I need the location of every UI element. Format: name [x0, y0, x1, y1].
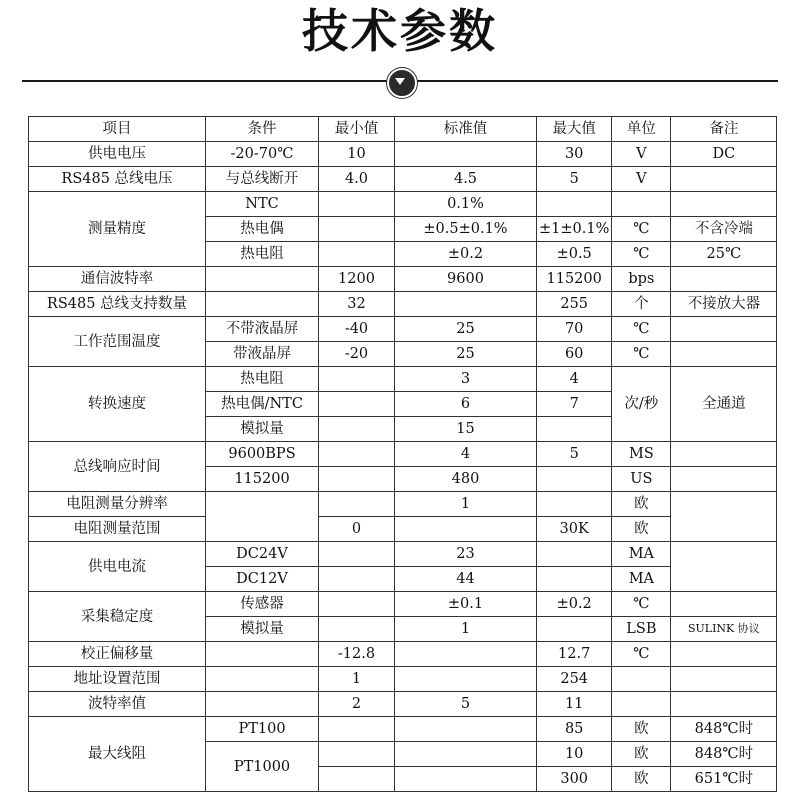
table-row — [29, 167, 777, 192]
cell-typ — [395, 292, 537, 317]
cell-unit: V — [612, 142, 671, 167]
header-max: 最大值 — [537, 117, 612, 142]
cell-item: 波特率值 — [29, 692, 206, 717]
cell-unit: MA — [612, 542, 671, 567]
cell-max — [537, 542, 612, 567]
cell-item: RS485 总线支持数量 — [29, 292, 206, 317]
cell-typ — [395, 142, 537, 167]
cell-unit: 欧 — [612, 492, 671, 517]
cell-min: -12.8 — [319, 642, 395, 667]
cell-typ: 0.1% — [395, 192, 537, 217]
cell-typ — [395, 517, 537, 542]
cell-condition: 115200 — [206, 467, 319, 492]
cell-item: 校正偏移量 — [29, 642, 206, 667]
cell-note — [671, 642, 777, 667]
cell-note — [671, 692, 777, 717]
cell-max — [537, 417, 612, 442]
cell-min — [319, 717, 395, 742]
cell-min — [319, 542, 395, 567]
cell-typ: 25 — [395, 342, 537, 367]
cell-note — [671, 342, 777, 367]
cell-unit: 欧 — [612, 767, 671, 792]
cell-item: 供电电流 — [29, 542, 206, 592]
cell-condition: 热电偶 — [206, 217, 319, 242]
cell-note — [671, 542, 777, 592]
cell-condition: PT100 — [206, 717, 319, 742]
cell-max: 255 — [537, 292, 612, 317]
cell-condition — [206, 642, 319, 667]
cell-max: 4 — [537, 367, 612, 392]
cell-typ: 4 — [395, 442, 537, 467]
cell-note: DC — [671, 142, 777, 167]
table-row — [29, 142, 777, 167]
cell-condition — [206, 667, 319, 692]
cell-max — [537, 492, 612, 517]
cell-min: -40 — [319, 317, 395, 342]
cell-condition: 热电偶/NTC — [206, 392, 319, 417]
header-min: 最小值 — [319, 117, 395, 142]
cell-unit — [612, 667, 671, 692]
header-note: 备注 — [671, 117, 777, 142]
cell-max: ±0.2 — [537, 592, 612, 617]
cell-max: ±0.5 — [537, 242, 612, 267]
cell-typ: 25 — [395, 317, 537, 342]
cell-min — [319, 442, 395, 467]
cell-min: 1200 — [319, 267, 395, 292]
cell-unit: ℃ — [612, 642, 671, 667]
cell-typ: 44 — [395, 567, 537, 592]
cell-typ: 4.5 — [395, 167, 537, 192]
cell-note: 848℃时 — [671, 742, 777, 767]
cell-condition: -20-70℃ — [206, 142, 319, 167]
table-row — [29, 367, 777, 392]
cell-condition: 模拟量 — [206, 417, 319, 442]
cell-item: 采集稳定度 — [29, 592, 206, 642]
cell-typ — [395, 717, 537, 742]
cell-item: 通信波特率 — [29, 267, 206, 292]
cell-item: 供电电压 — [29, 142, 206, 167]
cell-typ: ±0.2 — [395, 242, 537, 267]
cell-unit — [612, 192, 671, 217]
cell-typ: 3 — [395, 367, 537, 392]
cell-unit: 次/秒 — [612, 367, 671, 442]
cell-max — [537, 467, 612, 492]
cell-note — [671, 492, 777, 542]
cell-condition-empty — [206, 492, 319, 542]
cell-max: 10 — [537, 742, 612, 767]
cell-unit: MA — [612, 567, 671, 592]
table-row — [29, 442, 777, 467]
cell-unit: ℃ — [612, 342, 671, 367]
cell-condition: PT1000 — [206, 742, 319, 792]
cell-note — [671, 442, 777, 467]
table-row — [29, 692, 777, 717]
cell-typ: 480 — [395, 467, 537, 492]
table-row — [29, 717, 777, 742]
cell-unit: 欧 — [612, 517, 671, 542]
cell-max: 5 — [537, 167, 612, 192]
cell-condition: 带液晶屏 — [206, 342, 319, 367]
cell-max: 254 — [537, 667, 612, 692]
cell-max — [537, 192, 612, 217]
cell-unit — [612, 692, 671, 717]
cell-note — [671, 592, 777, 617]
cell-condition: 热电阻 — [206, 367, 319, 392]
table-row — [29, 492, 777, 517]
cell-item: 电阻测量范围 — [29, 517, 206, 542]
cell-condition: 与总线断开 — [206, 167, 319, 192]
cell-note — [671, 167, 777, 192]
table-row — [29, 642, 777, 667]
cell-unit: ℃ — [612, 217, 671, 242]
cell-condition: DC24V — [206, 542, 319, 567]
cell-condition: DC12V — [206, 567, 319, 592]
table-row — [29, 292, 777, 317]
table-row — [29, 317, 777, 342]
cell-min: 4.0 — [319, 167, 395, 192]
cell-item: 转换速度 — [29, 367, 206, 442]
cell-condition — [206, 267, 319, 292]
cell-unit: ℃ — [612, 317, 671, 342]
cell-typ: 9600 — [395, 267, 537, 292]
cell-note: 不含冷端 — [671, 217, 777, 242]
header-unit: 单位 — [612, 117, 671, 142]
cell-max: ±1±0.1% — [537, 217, 612, 242]
cell-typ — [395, 667, 537, 692]
cell-max: 70 — [537, 317, 612, 342]
cell-min — [319, 417, 395, 442]
cell-min — [319, 567, 395, 592]
cell-typ: 1 — [395, 617, 537, 642]
cell-item: RS485 总线电压 — [29, 167, 206, 192]
page-title: 技术参数 — [302, 4, 498, 58]
cell-unit: US — [612, 467, 671, 492]
cell-item: 工作范围温度 — [29, 317, 206, 367]
cell-condition: 热电阻 — [206, 242, 319, 267]
cell-typ — [395, 742, 537, 767]
cell-unit: bps — [612, 267, 671, 292]
cell-min: 2 — [319, 692, 395, 717]
cell-min — [319, 392, 395, 417]
cell-min — [319, 217, 395, 242]
cell-item: 总线响应时间 — [29, 442, 206, 492]
cell-min — [319, 767, 395, 792]
cell-note: 651℃时 — [671, 767, 777, 792]
cell-max: 85 — [537, 717, 612, 742]
cell-unit: ℃ — [612, 592, 671, 617]
header-item: 项目 — [29, 117, 206, 142]
cell-typ: ±0.5±0.1% — [395, 217, 537, 242]
cell-item: 测量精度 — [29, 192, 206, 267]
cell-max: 30K — [537, 517, 612, 542]
cell-condition: 传感器 — [206, 592, 319, 617]
cell-min: 0 — [319, 517, 395, 542]
cell-max — [537, 567, 612, 592]
cell-typ — [395, 767, 537, 792]
cell-unit: ℃ — [612, 242, 671, 267]
cell-typ: ±0.1 — [395, 592, 537, 617]
cell-min — [319, 467, 395, 492]
cell-unit: MS — [612, 442, 671, 467]
cell-typ: 6 — [395, 392, 537, 417]
cell-typ — [395, 642, 537, 667]
cell-min — [319, 242, 395, 267]
cell-condition: 不带液晶屏 — [206, 317, 319, 342]
cell-min — [319, 492, 395, 517]
cell-max: 115200 — [537, 267, 612, 292]
table-row — [29, 517, 777, 542]
cell-typ: 1 — [395, 492, 537, 517]
cell-min: -20 — [319, 342, 395, 367]
cell-max: 30 — [537, 142, 612, 167]
cell-unit: 欧 — [612, 717, 671, 742]
cell-item: 最大线阻 — [29, 717, 206, 792]
cell-max: 12.7 — [537, 642, 612, 667]
cell-note: 不接放大器 — [671, 292, 777, 317]
chevron-down-icon — [387, 68, 417, 98]
cell-typ: 15 — [395, 417, 537, 442]
cell-max: 7 — [537, 392, 612, 417]
cell-min — [319, 592, 395, 617]
cell-max: 300 — [537, 767, 612, 792]
cell-item: 地址设置范围 — [29, 667, 206, 692]
cell-unit: LSB — [612, 617, 671, 642]
cell-item: 电阻测量分辨率 — [29, 492, 206, 517]
cell-condition — [206, 692, 319, 717]
cell-max: 60 — [537, 342, 612, 367]
cell-note — [671, 317, 777, 342]
cell-condition: NTC — [206, 192, 319, 217]
table-row — [29, 192, 777, 217]
cell-typ: 23 — [395, 542, 537, 567]
cell-unit: 欧 — [612, 742, 671, 767]
cell-max: 11 — [537, 692, 612, 717]
cell-typ: 5 — [395, 692, 537, 717]
table-row — [29, 267, 777, 292]
cell-min: 32 — [319, 292, 395, 317]
header-condition: 条件 — [206, 117, 319, 142]
table-row — [29, 667, 777, 692]
cell-condition: 9600BPS — [206, 442, 319, 467]
cell-note: 25℃ — [671, 242, 777, 267]
cell-condition — [206, 292, 319, 317]
table-header-row — [29, 117, 777, 142]
cell-note — [671, 192, 777, 217]
cell-min — [319, 192, 395, 217]
cell-note — [671, 467, 777, 492]
cell-min — [319, 367, 395, 392]
cell-note: SULINK 协议 — [671, 617, 777, 642]
table-row — [29, 592, 777, 617]
cell-min — [319, 617, 395, 642]
cell-max: 5 — [537, 442, 612, 467]
header-typ: 标准值 — [395, 117, 537, 142]
cell-note: 全通道 — [671, 367, 777, 442]
cell-min: 10 — [319, 142, 395, 167]
cell-condition: 模拟量 — [206, 617, 319, 642]
cell-min: 1 — [319, 667, 395, 692]
cell-min — [319, 742, 395, 767]
cell-unit: V — [612, 167, 671, 192]
cell-note: 848℃时 — [671, 717, 777, 742]
cell-max — [537, 617, 612, 642]
cell-note — [671, 667, 777, 692]
spec-table — [28, 116, 777, 792]
cell-note — [671, 267, 777, 292]
cell-unit: 个 — [612, 292, 671, 317]
table-row — [29, 542, 777, 567]
